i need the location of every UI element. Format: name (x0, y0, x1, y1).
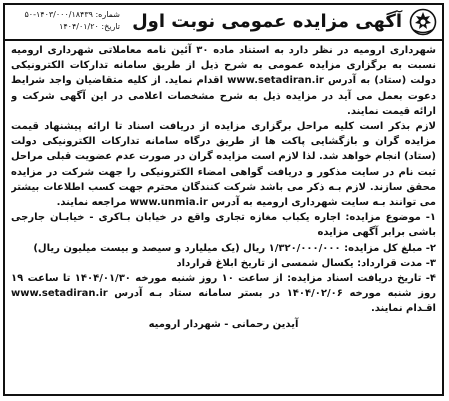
item-duration: ۳- مدت قرارداد: یکسال شمسی از تاریخ ابلاغ قرارداد (176, 257, 436, 269)
item-document-dates: ۴- تاریخ دریافت اسناد مزایده: از ساعت ۱۰ روز شنبه مورخه ۱۴۰۴/۰۱/۳۰ تا ساعت ۱۹ روز شنبه مورخه ۱۴۰۴/۰۲/۰۶ در بستر سامانه ستاد بـه آدرس www.setadiran.ir اقـدام نمایند. (11, 273, 436, 315)
notice-header (5, 5, 442, 41)
intro-paragraph: شهرداری ارومیه در نظر دارد به استناد ماده ۳۰ آئین نامه معاملاتی شهرداری ارومیه نسبت به برگزاری مزایده عمومی به شرح ذیل از طریق سامانه تدارکات الکترونیکی دولت (ستاد) به آدرس www.setadiran.ir اقدام نماید. از کلیه متقاضیان واجد شرایط دعوت بعمل می آید در مزایده ذیل به شرح مشخصات اعلامی در این آگهی شرکت و ارائه قیمت نمایند. (11, 45, 436, 117)
item-amount: ۲- مبلغ کل مزایده: ۱/۳۲۰/۰۰۰/۰۰۰ ریال (یک میلیارد و سیصد و بیست میلیون ریال) (33, 242, 436, 254)
procedure-paragraph: لازم بذکر است کلیه مراحل برگزاری مزایده از دریافت اسناد تا ارائه پیشنهاد قیمت مزایده گران و بازگشایی پاکت ها از طریق درگاه سامانه تدارکات الکترونیکی دولت (ستاد) انجام خواهد شد. لذا لازم است مزایده گران در صورت عدم عضویت قبلی مراحل ثبت نام در سایت مذکور و دریافت گواهی امضاء الکترونیکی را جهت شرکت در مزایده محقق سازند. لازم بـه ذکر می باشد شرکت کنندگان محترم جهت کسب اطلاعات بیشتر می توانند بـه سایت شهرداری ارومیه به آدرس www.unmia.ir مراجعه نمایند. (11, 121, 436, 209)
municipality-logo-icon (409, 8, 437, 36)
reference-block (10, 9, 120, 33)
signature: آیدین رحمانی - شهردار ارومیه (148, 318, 299, 330)
reference-date: تاریخ: ۱۴۰۴/۰۱/۲۰ (59, 22, 120, 31)
reference-number: شماره: ۱۴۰۳/۰۰۰/۱۸۴۳۹-۵۰ (24, 10, 120, 19)
notice-title: آگهی مزایده عمومی نوبت اول (132, 11, 402, 32)
item-subject: ۱- موضوع مزایده: اجاره یکباب مغازه تجاری واقع در خیابان بـاکری - خیابـان جارجی باشی برابر آگهی مزایده (11, 212, 436, 239)
notice-frame (3, 3, 444, 396)
notice-body (11, 43, 436, 390)
